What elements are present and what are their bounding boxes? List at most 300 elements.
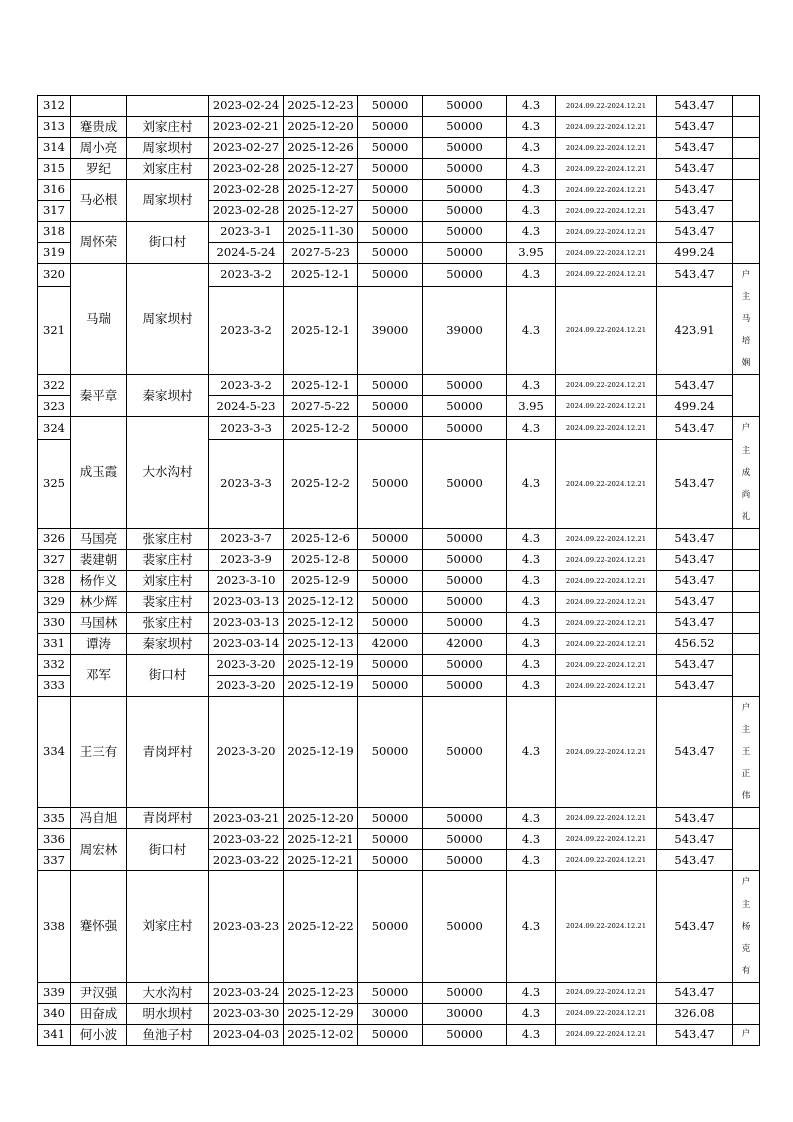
table-row — [38, 222, 760, 243]
cell-village: 大水沟村 — [127, 417, 209, 528]
note-text: 户主王正伟 — [741, 702, 751, 802]
cell-interest: 543.47 — [657, 440, 733, 529]
cell-interest: 499.24 — [657, 243, 733, 264]
cell-period: 2024.09.22-2024.12.21 — [556, 675, 657, 696]
cell-balance: 50000 — [423, 808, 507, 829]
table-row — [38, 180, 760, 201]
cell-end: 2025-12-27 — [284, 201, 358, 222]
cell-interest: 543.47 — [657, 696, 733, 807]
table-row — [38, 528, 760, 549]
cell-start: 2023-3-3 — [209, 440, 284, 529]
cell-balance: 50000 — [423, 96, 507, 117]
cell-name: 冯自旭 — [71, 808, 127, 829]
cell-rate: 4.3 — [507, 440, 556, 529]
cell-amount: 50000 — [358, 440, 423, 529]
cell-village: 青岗坪村 — [127, 808, 209, 829]
cell-balance: 50000 — [423, 850, 507, 871]
cell-no: 335 — [38, 808, 71, 829]
table-row — [38, 570, 760, 591]
cell-start: 2023-3-3 — [209, 417, 284, 440]
cell-rate: 4.3 — [507, 528, 556, 549]
cell-start: 2023-02-24 — [209, 96, 284, 117]
cell-no: 334 — [38, 696, 71, 807]
cell-village: 街口村 — [127, 654, 209, 696]
cell-name: 谭涛 — [71, 633, 127, 654]
cell-village: 周家坝村 — [127, 264, 209, 375]
cell-note — [733, 829, 760, 871]
cell-amount: 42000 — [358, 633, 423, 654]
cell-amount: 50000 — [358, 654, 423, 675]
cell-start: 2023-04-03 — [209, 1024, 284, 1045]
cell-rate: 4.3 — [507, 982, 556, 1003]
cell-period: 2024.09.22-2024.12.21 — [556, 829, 657, 850]
cell-name: 周宏林 — [71, 829, 127, 871]
cell-end: 2025-12-20 — [284, 117, 358, 138]
cell-period: 2024.09.22-2024.12.21 — [556, 528, 657, 549]
cell-balance: 50000 — [423, 675, 507, 696]
cell-amount: 50000 — [358, 1024, 423, 1045]
cell-end: 2025-12-8 — [284, 549, 358, 570]
cell-amount: 50000 — [358, 201, 423, 222]
cell-interest: 543.47 — [657, 159, 733, 180]
cell-rate: 4.3 — [507, 138, 556, 159]
cell-note — [733, 417, 760, 528]
cell-start: 2023-3-2 — [209, 375, 284, 396]
cell-village: 裴家庄村 — [127, 549, 209, 570]
cell-interest: 543.47 — [657, 222, 733, 243]
cell-name: 蹇贵成 — [71, 117, 127, 138]
cell-village: 刘家庄村 — [127, 159, 209, 180]
cell-balance: 50000 — [423, 180, 507, 201]
cell-name: 邓军 — [71, 654, 127, 696]
cell-no: 323 — [38, 396, 71, 417]
cell-note — [733, 180, 760, 222]
cell-amount: 50000 — [358, 850, 423, 871]
cell-balance: 50000 — [423, 696, 507, 807]
cell-amount: 30000 — [358, 1003, 423, 1024]
cell-interest: 543.47 — [657, 871, 733, 982]
cell-balance: 50000 — [423, 570, 507, 591]
cell-end: 2025-12-23 — [284, 982, 358, 1003]
cell-start: 2023-3-20 — [209, 696, 284, 807]
cell-balance: 50000 — [423, 201, 507, 222]
cell-balance: 50000 — [423, 1024, 507, 1045]
cell-name: 杨作义 — [71, 570, 127, 591]
cell-start: 2023-03-30 — [209, 1003, 284, 1024]
cell-balance: 39000 — [423, 286, 507, 375]
cell-interest: 543.47 — [657, 808, 733, 829]
cell-end: 2025-12-27 — [284, 159, 358, 180]
table-row — [38, 375, 760, 396]
cell-balance: 50000 — [423, 417, 507, 440]
cell-note — [733, 982, 760, 1003]
cell-interest: 543.47 — [657, 180, 733, 201]
cell-name: 裴建朝 — [71, 549, 127, 570]
table-row — [38, 117, 760, 138]
cell-end: 2025-11-30 — [284, 222, 358, 243]
cell-amount: 50000 — [358, 829, 423, 850]
cell-end: 2025-12-26 — [284, 138, 358, 159]
cell-end: 2027-5-22 — [284, 396, 358, 417]
cell-interest: 543.47 — [657, 570, 733, 591]
cell-no: 329 — [38, 591, 71, 612]
cell-rate: 4.3 — [507, 1024, 556, 1045]
cell-start: 2023-3-7 — [209, 528, 284, 549]
cell-end: 2025-12-19 — [284, 654, 358, 675]
table-row — [38, 808, 760, 829]
note-text: 户主杨克有 — [741, 877, 751, 976]
cell-interest: 326.08 — [657, 1003, 733, 1024]
table-row — [38, 1003, 760, 1024]
cell-name: 马国亮 — [71, 528, 127, 549]
cell-start: 2023-3-20 — [209, 675, 284, 696]
cell-no: 324 — [38, 417, 71, 440]
cell-interest: 543.47 — [657, 138, 733, 159]
cell-amount: 50000 — [358, 549, 423, 570]
table-row — [38, 633, 760, 654]
cell-end: 2025-12-02 — [284, 1024, 358, 1045]
cell-note — [733, 96, 760, 117]
cell-end: 2025-12-27 — [284, 180, 358, 201]
cell-no: 337 — [38, 850, 71, 871]
cell-note — [733, 264, 760, 375]
cell-rate: 4.3 — [507, 570, 556, 591]
table-row — [38, 159, 760, 180]
cell-period: 2024.09.22-2024.12.21 — [556, 570, 657, 591]
cell-name: 林少辉 — [71, 591, 127, 612]
cell-name: 何小波 — [71, 1024, 127, 1045]
table-row — [38, 591, 760, 612]
cell-name: 罗纪 — [71, 159, 127, 180]
cell-rate: 4.3 — [507, 1003, 556, 1024]
cell-interest: 543.47 — [657, 1024, 733, 1045]
cell-period: 2024.09.22-2024.12.21 — [556, 871, 657, 982]
cell-village: 裴家庄村 — [127, 591, 209, 612]
cell-amount: 50000 — [358, 138, 423, 159]
cell-note — [733, 696, 760, 807]
cell-balance: 50000 — [423, 264, 507, 287]
cell-rate: 4.3 — [507, 591, 556, 612]
cell-amount: 50000 — [358, 808, 423, 829]
cell-period: 2024.09.22-2024.12.21 — [556, 654, 657, 675]
cell-start: 2024-5-23 — [209, 396, 284, 417]
cell-period: 2024.09.22-2024.12.21 — [556, 201, 657, 222]
cell-interest: 543.47 — [657, 549, 733, 570]
cell-period: 2024.09.22-2024.12.21 — [556, 286, 657, 375]
table-row — [38, 1024, 760, 1045]
cell-name: 马瑞 — [71, 264, 127, 375]
cell-name: 周怀荣 — [71, 222, 127, 264]
cell-rate: 4.3 — [507, 222, 556, 243]
cell-end: 2025-12-1 — [284, 286, 358, 375]
cell-rate: 4.3 — [507, 117, 556, 138]
cell-village: 明水坝村 — [127, 1003, 209, 1024]
cell-end: 2025-12-21 — [284, 850, 358, 871]
cell-note — [733, 222, 760, 264]
cell-name: 马国林 — [71, 612, 127, 633]
cell-interest: 543.47 — [657, 591, 733, 612]
cell-end: 2025-12-29 — [284, 1003, 358, 1024]
table-row — [38, 138, 760, 159]
cell-end: 2025-12-1 — [284, 264, 358, 287]
cell-interest: 456.52 — [657, 633, 733, 654]
cell-no: 314 — [38, 138, 71, 159]
cell-rate: 4.3 — [507, 180, 556, 201]
cell-name — [71, 96, 127, 117]
cell-rate: 4.3 — [507, 633, 556, 654]
cell-amount: 50000 — [358, 570, 423, 591]
cell-name: 蹇怀强 — [71, 871, 127, 982]
cell-rate: 4.3 — [507, 612, 556, 633]
cell-no: 313 — [38, 117, 71, 138]
cell-rate: 4.3 — [507, 375, 556, 396]
cell-amount: 50000 — [358, 396, 423, 417]
cell-balance: 50000 — [423, 138, 507, 159]
cell-period: 2024.09.22-2024.12.21 — [556, 808, 657, 829]
table-row — [38, 829, 760, 850]
cell-amount: 50000 — [358, 222, 423, 243]
cell-period: 2024.09.22-2024.12.21 — [556, 138, 657, 159]
cell-note — [733, 612, 760, 633]
cell-start: 2023-03-22 — [209, 850, 284, 871]
cell-amount: 50000 — [358, 982, 423, 1003]
cell-no: 320 — [38, 264, 71, 287]
cell-no: 321 — [38, 286, 71, 375]
cell-period: 2024.09.22-2024.12.21 — [556, 591, 657, 612]
cell-rate: 4.3 — [507, 871, 556, 982]
cell-amount: 50000 — [358, 375, 423, 396]
cell-name: 王三有 — [71, 696, 127, 807]
cell-interest: 543.47 — [657, 201, 733, 222]
cell-start: 2023-02-28 — [209, 159, 284, 180]
cell-village: 刘家庄村 — [127, 871, 209, 982]
cell-no: 322 — [38, 375, 71, 396]
cell-balance: 42000 — [423, 633, 507, 654]
table-row — [38, 871, 760, 982]
table-row — [38, 264, 760, 287]
cell-note — [733, 633, 760, 654]
cell-note — [733, 871, 760, 982]
cell-rate: 4.3 — [507, 201, 556, 222]
cell-period: 2024.09.22-2024.12.21 — [556, 850, 657, 871]
cell-rate: 4.3 — [507, 654, 556, 675]
cell-amount: 50000 — [358, 417, 423, 440]
cell-period: 2024.09.22-2024.12.21 — [556, 243, 657, 264]
cell-period: 2024.09.22-2024.12.21 — [556, 1024, 657, 1045]
cell-no: 327 — [38, 549, 71, 570]
cell-no: 328 — [38, 570, 71, 591]
cell-amount: 50000 — [358, 243, 423, 264]
cell-name: 田奋成 — [71, 1003, 127, 1024]
cell-interest: 543.47 — [657, 675, 733, 696]
cell-note — [733, 591, 760, 612]
cell-note — [733, 528, 760, 549]
cell-rate: 4.3 — [507, 96, 556, 117]
cell-end: 2025-12-19 — [284, 696, 358, 807]
cell-no: 318 — [38, 222, 71, 243]
cell-village: 张家庄村 — [127, 612, 209, 633]
cell-start: 2023-3-10 — [209, 570, 284, 591]
cell-end: 2025-12-22 — [284, 871, 358, 982]
cell-end: 2025-12-12 — [284, 591, 358, 612]
cell-period: 2024.09.22-2024.12.21 — [556, 633, 657, 654]
cell-amount: 50000 — [358, 591, 423, 612]
table-row — [38, 696, 760, 807]
cell-balance: 50000 — [423, 654, 507, 675]
cell-name: 秦平章 — [71, 375, 127, 417]
cell-village: 鱼池子村 — [127, 1024, 209, 1045]
cell-village: 大水沟村 — [127, 982, 209, 1003]
cell-balance: 50000 — [423, 982, 507, 1003]
cell-period: 2024.09.22-2024.12.21 — [556, 696, 657, 807]
cell-village: 秦家坝村 — [127, 633, 209, 654]
cell-period: 2024.09.22-2024.12.21 — [556, 417, 657, 440]
cell-rate: 4.3 — [507, 264, 556, 287]
cell-rate: 4.3 — [507, 286, 556, 375]
cell-interest: 543.47 — [657, 829, 733, 850]
cell-end: 2025-12-23 — [284, 96, 358, 117]
cell-end: 2025-12-9 — [284, 570, 358, 591]
cell-balance: 50000 — [423, 591, 507, 612]
cell-name: 周小亮 — [71, 138, 127, 159]
cell-no: 339 — [38, 982, 71, 1003]
cell-no: 316 — [38, 180, 71, 201]
cell-no: 333 — [38, 675, 71, 696]
cell-start: 2023-3-9 — [209, 549, 284, 570]
cell-no: 315 — [38, 159, 71, 180]
cell-note — [733, 1003, 760, 1024]
cell-village: 周家坝村 — [127, 138, 209, 159]
cell-period: 2024.09.22-2024.12.21 — [556, 117, 657, 138]
cell-amount: 50000 — [358, 675, 423, 696]
cell-start: 2023-03-22 — [209, 829, 284, 850]
cell-start: 2023-3-1 — [209, 222, 284, 243]
cell-no: 341 — [38, 1024, 71, 1045]
cell-no: 331 — [38, 633, 71, 654]
cell-start: 2023-3-2 — [209, 286, 284, 375]
cell-rate: 4.3 — [507, 159, 556, 180]
cell-no: 332 — [38, 654, 71, 675]
cell-period: 2024.09.22-2024.12.21 — [556, 1003, 657, 1024]
note-text: 户主马培娴 — [741, 270, 751, 369]
cell-interest: 543.47 — [657, 96, 733, 117]
cell-balance: 50000 — [423, 440, 507, 529]
cell-balance: 50000 — [423, 528, 507, 549]
table-row — [38, 96, 760, 117]
cell-amount: 50000 — [358, 180, 423, 201]
cell-note — [733, 808, 760, 829]
cell-amount: 50000 — [358, 159, 423, 180]
cell-village: 街口村 — [127, 222, 209, 264]
table-row — [38, 612, 760, 633]
cell-no: 330 — [38, 612, 71, 633]
cell-village: 周家坝村 — [127, 180, 209, 222]
note-text: 户主成尚礼 — [741, 423, 751, 522]
cell-rate: 4.3 — [507, 850, 556, 871]
cell-village: 街口村 — [127, 829, 209, 871]
cell-end: 2025-12-20 — [284, 808, 358, 829]
cell-no: 312 — [38, 96, 71, 117]
cell-start: 2023-03-21 — [209, 808, 284, 829]
cell-end: 2025-12-1 — [284, 375, 358, 396]
cell-interest: 543.47 — [657, 375, 733, 396]
cell-no: 317 — [38, 201, 71, 222]
cell-no: 319 — [38, 243, 71, 264]
cell-note — [733, 549, 760, 570]
cell-balance: 50000 — [423, 117, 507, 138]
cell-rate: 3.95 — [507, 243, 556, 264]
cell-start: 2023-03-14 — [209, 633, 284, 654]
cell-end: 2025-12-13 — [284, 633, 358, 654]
cell-start: 2023-03-13 — [209, 612, 284, 633]
table-row — [38, 417, 760, 440]
cell-period: 2024.09.22-2024.12.21 — [556, 159, 657, 180]
cell-rate: 4.3 — [507, 829, 556, 850]
table-row — [38, 549, 760, 570]
cell-rate: 4.3 — [507, 675, 556, 696]
cell-note — [733, 375, 760, 417]
cell-balance: 50000 — [423, 829, 507, 850]
cell-balance: 50000 — [423, 396, 507, 417]
cell-note — [733, 138, 760, 159]
cell-start: 2023-03-13 — [209, 591, 284, 612]
table-row — [38, 654, 760, 675]
cell-start: 2023-02-21 — [209, 117, 284, 138]
cell-name: 马必根 — [71, 180, 127, 222]
cell-village — [127, 96, 209, 117]
cell-name: 尹汉强 — [71, 982, 127, 1003]
cell-end: 2025-12-21 — [284, 829, 358, 850]
cell-balance: 50000 — [423, 549, 507, 570]
cell-note — [733, 159, 760, 180]
cell-amount: 39000 — [358, 286, 423, 375]
cell-start: 2023-03-23 — [209, 871, 284, 982]
cell-interest: 543.47 — [657, 117, 733, 138]
cell-amount: 50000 — [358, 871, 423, 982]
cell-amount: 50000 — [358, 264, 423, 287]
cell-amount: 50000 — [358, 96, 423, 117]
cell-start: 2023-03-24 — [209, 982, 284, 1003]
cell-period: 2024.09.22-2024.12.21 — [556, 375, 657, 396]
cell-interest: 543.47 — [657, 264, 733, 287]
cell-interest: 543.47 — [657, 612, 733, 633]
cell-period: 2024.09.22-2024.12.21 — [556, 982, 657, 1003]
cell-end: 2025-12-2 — [284, 417, 358, 440]
cell-note — [733, 570, 760, 591]
cell-village: 张家庄村 — [127, 528, 209, 549]
cell-period: 2024.09.22-2024.12.21 — [556, 549, 657, 570]
note-text: 户 — [741, 1029, 751, 1040]
cell-period: 2024.09.22-2024.12.21 — [556, 222, 657, 243]
cell-amount: 50000 — [358, 696, 423, 807]
cell-start: 2023-02-28 — [209, 180, 284, 201]
cell-no: 340 — [38, 1003, 71, 1024]
cell-rate: 4.3 — [507, 417, 556, 440]
cell-interest: 423.91 — [657, 286, 733, 375]
cell-interest: 499.24 — [657, 396, 733, 417]
cell-end: 2025-12-19 — [284, 675, 358, 696]
cell-rate: 4.3 — [507, 696, 556, 807]
cell-village: 青岗坪村 — [127, 696, 209, 807]
cell-period: 2024.09.22-2024.12.21 — [556, 264, 657, 287]
cell-balance: 50000 — [423, 222, 507, 243]
loan-interest-table — [37, 95, 760, 1046]
cell-no: 336 — [38, 829, 71, 850]
cell-balance: 50000 — [423, 612, 507, 633]
cell-interest: 543.47 — [657, 982, 733, 1003]
cell-balance: 50000 — [423, 375, 507, 396]
cell-interest: 543.47 — [657, 417, 733, 440]
